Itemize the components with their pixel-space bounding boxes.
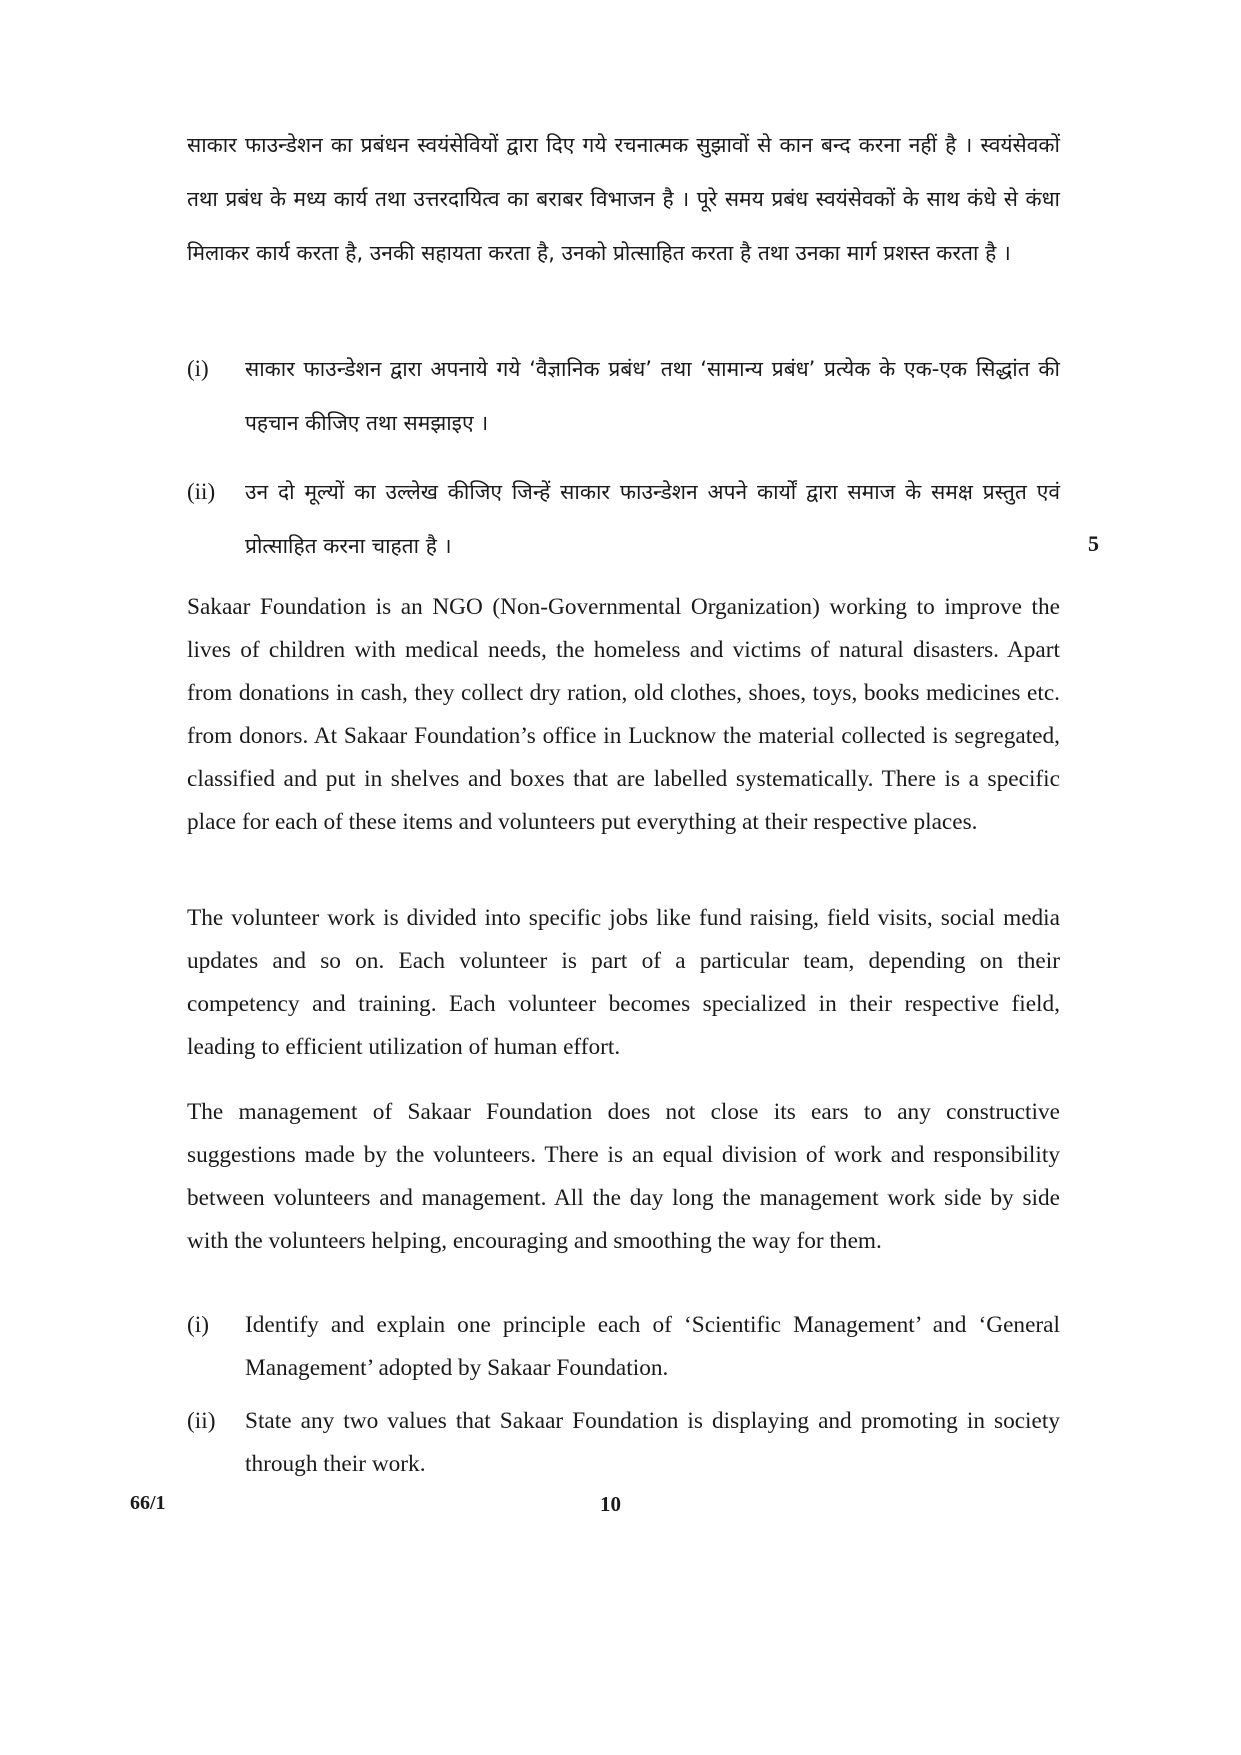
- question-text: उन दो मूल्यों का उल्लेख कीजिए जिन्हें साकार फाउन्डेशन अपने कार्यों द्वारा समाज के समक्ष प्रस्तुत एवं प्रोत्साहित करना चाहता है ।: [245, 480, 1060, 558]
- question-number: (i): [187, 356, 209, 381]
- question-text: State any two values that Sakaar Foundation is displaying and promoting in society through their work.: [245, 1408, 1060, 1477]
- question-text: साकार फाउन्डेशन द्वारा अपनाये गये ‘वैज्ञानिक प्रबंध’ तथा ‘सामान्य प्रबंध’ प्रत्येक के एक-एक सिद्धांत की पहचान कीजिए तथा समझाइए ।: [245, 357, 1060, 435]
- page-number: 10: [600, 1492, 621, 1516]
- hindi-paragraph: साकार फाउन्डेशन का प्रबंधन स्वयंसेवियों द्वारा दिए गये रचनात्मक सुझावों से कान बन्द करना नहीं है । स्वयंसेवकों तथा प्रबंध के मध्य कार्य तथा उत्तरदायित्व का बराबर विभाजन है । पूरे समय प्रबंध स्वयंसेवकों के साथ कंधे से कंधा मिलाकर कार्य करता है, उनकी सहायता करता है, उनको प्रोत्साहित करता है तथा उनका मार्ग प्रशस्त करता है ।: [187, 133, 1060, 265]
- english-question-ii: [187, 1400, 1060, 1486]
- english-paragraph-3: The management of Sakaar Foundation does not close its ears to any constructive suggestions made by the volunteers. There is an equal division of work and responsibility between volunteers and management. All the day long the management work side by side with the volunteers helping, encouraging and smoothing the way for them.: [187, 1099, 1060, 1254]
- english-question-i: [187, 1304, 1060, 1390]
- question-number: (i): [187, 1312, 209, 1338]
- hindi-question-ii: [187, 465, 1060, 573]
- question-text: Identify and explain one principle each of ‘Scientific Management’ and ‘General Management’ adopted by Sakaar Foundation.: [245, 1312, 1060, 1381]
- question-number: (ii): [187, 1408, 216, 1434]
- english-paragraph-2: The volunteer work is divided into specific jobs like fund raising, field visits, social media updates and so on. Each volunteer is part of a particular team, depending on their competency and training. Each volunteer becomes specialized in their respective field, leading to efficient utilization of human effort.: [187, 905, 1060, 1060]
- question-number: (ii): [187, 479, 216, 504]
- marks-label: 5: [1088, 531, 1099, 556]
- paper-code: 66/1: [130, 1492, 166, 1514]
- hindi-question-i: [187, 342, 1060, 450]
- english-paragraph-1: Sakaar Foundation is an NGO (Non-Governmental Organization) working to improve the lives of children with medical needs, the homeless and victims of natural disasters. Apart from donations in cash, they collect dry ration, old clothes, shoes, toys, books medicines etc. from donors. At Sakaar Foundation’s office in Lucknow the material collected is segregated, classified and put in shelves and boxes that are labelled systematically. There is a specific place for each of these items and volunteers put everything at their respective places.: [187, 594, 1060, 835]
